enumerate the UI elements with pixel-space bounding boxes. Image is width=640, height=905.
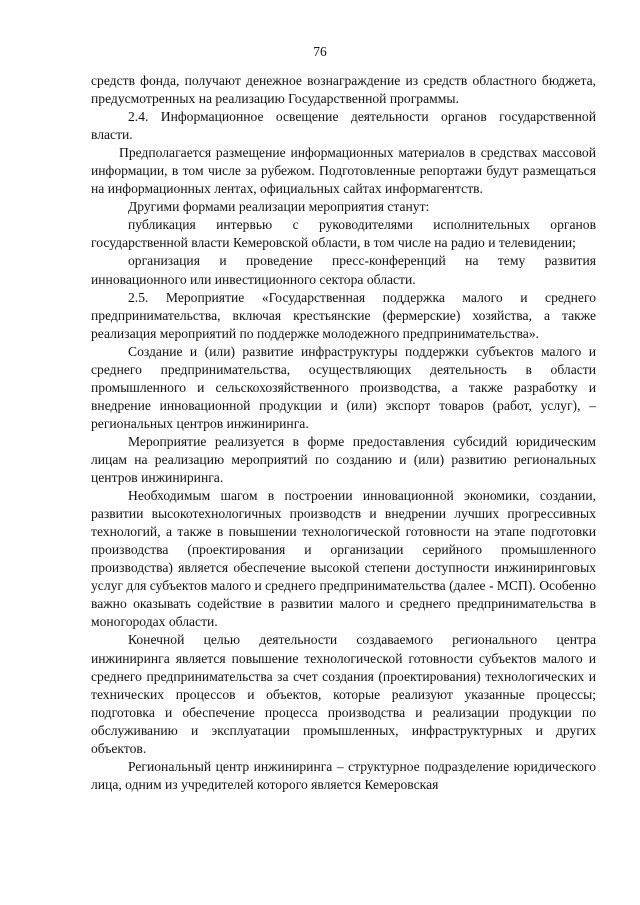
list-item: организация и проведение пресс-конференций на тему развития инновационного или инвестиционного сектора области. bbox=[91, 253, 596, 287]
paragraph: Создание и (или) развитие инфраструктуры поддержки субъектов малого и среднего предпринимательства, осуществляющих деятельность в области промышленного и сельскохозяйственного производства, а также разработку и внедрение инновационной продукции и (или) экспорт товаров (работ, услуг), – региональных центров инжиниринга. bbox=[91, 343, 596, 431]
paragraph: Мероприятие реализуется в форме предоставления субсидий юридическим лицам на реализацию мероприятий по созданию и (или) развитию региональных центров инжиниринга. bbox=[91, 433, 596, 486]
paragraph: Конечной целью деятельности создаваемого регионального центра инжиниринга является повышение технологической готовности субъектов малого и среднего предпринимательства за счет создания (проектирования) технологических и технических процессов и объектов, которые реализуют указанные процессы; подготовка и обеспечение процесса производства и реализации продукции по обслуживанию и эксплуатации промышленных, инфраструктурных и других объектов. bbox=[91, 632, 596, 756]
document-body bbox=[91, 72, 596, 794]
paragraph: Необходимым шагом в построении инновационной экономики, создании, развитии высокотехнологичных производств и внедрении лучших прогрессивных технологий, а также в повышении технологической готовности на этапе подготовки производства (проектирования и организации серийного промышленного производства) является обеспечение высокой степени доступности инжиниринговых услуг для субъектов малого и среднего предпринимательства (далее - МСП). Особенно важно оказывать содействие в развитии малого и среднего предпринимательства в моногородах области. bbox=[91, 488, 596, 630]
section-heading-2-5: 2.5. Мероприятие «Государственная поддержка малого и среднего предпринимательства, включая крестьянские (фермерские) хозяйства, а также реализация мероприятий по поддержке молодежного предпринимательства». bbox=[91, 289, 596, 341]
paragraph: Другими формами реализации мероприятия станут: bbox=[128, 199, 430, 215]
paragraph: Региональный центр инжиниринга – структурное подразделение юридического лица, одним из учредителей которого является Кемеровская bbox=[91, 758, 596, 792]
paragraph: Предполагается размещение информационных материалов в средствах массовой информации, в том числе за рубежом. Подготовленные репортажи будут размещаться на информационных лентах, официальных сайтах информагентств. bbox=[91, 145, 596, 197]
page-number: 76 bbox=[313, 44, 327, 59]
list-item: публикация интервью с руководителями исполнительных органов государственной власти Кемеровской области, в том числе на радио и телевидении; bbox=[91, 217, 596, 251]
paragraph-continuation: средств фонда, получают денежное вознаграждение из средств областного бюджета, предусмотренных на реализацию Государственной программы. bbox=[91, 73, 596, 107]
section-heading-2-4: 2.4. Информационное освещение деятельности органов государственной власти. bbox=[91, 109, 596, 143]
